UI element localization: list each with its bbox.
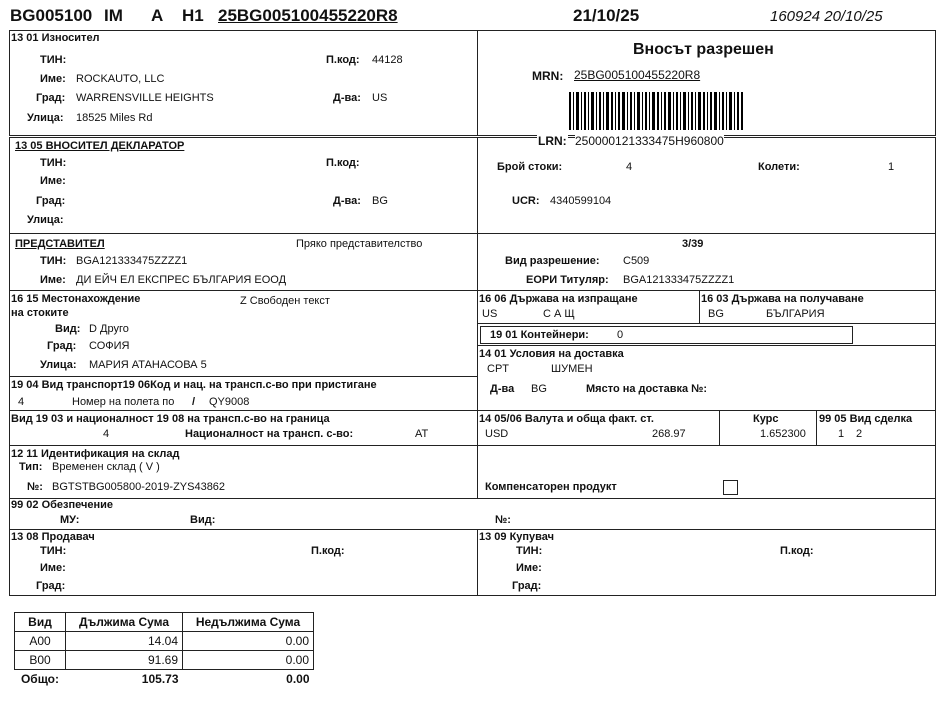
duties-total-not-due: 0.00: [286, 672, 310, 686]
transaction-v2: 2: [856, 428, 863, 440]
duties-not-due: 0.00: [183, 651, 314, 670]
doc-id: BG005100: [10, 6, 93, 25]
declarant-name-label: Име:: [40, 175, 66, 187]
goods-items-label: Брой стоки:: [497, 161, 563, 173]
transport-border-nat-label: Националност на трансп. с-во:: [185, 428, 354, 440]
buyer-name-label: Име:: [516, 562, 542, 574]
authorisation-page: 3/39: [682, 238, 704, 250]
duties-total-due: 105.73: [141, 672, 179, 686]
importer-country: US: [372, 92, 388, 104]
importer-tin-label: ТИН:: [40, 54, 67, 66]
duties-not-due: 0.00: [183, 632, 314, 651]
representative-mode: Пряко представителство: [296, 238, 423, 250]
importer-street-label: Улица:: [27, 112, 64, 124]
seller-title: 13 08 Продавач: [11, 531, 95, 543]
destination-title: 16 03 Държава на получаване: [701, 293, 864, 305]
representative-tin-label: ТИН:: [40, 255, 67, 267]
guarantee-title: 99 02 Обезпечение: [11, 499, 114, 511]
guarantee-mu-label: МУ:: [60, 514, 80, 526]
duties-total-row: [15, 670, 314, 689]
transport-arrival-slash: /: [192, 396, 196, 408]
location-free-text: Z Свободен текст: [240, 295, 330, 307]
duties-kind: B00: [15, 651, 66, 670]
transport-arrival-id-label: Номер на полета по: [72, 396, 175, 408]
doc-type-im: IM: [104, 6, 123, 25]
duties-header-row: [15, 613, 314, 632]
release-lrn: 250000121333475H960800: [575, 134, 724, 148]
importer-city-label: Град:: [36, 92, 66, 104]
representative-title: ПРЕДСТАВИТЕЛ: [15, 238, 105, 250]
location-title-2: на стоките: [11, 307, 69, 319]
doc-type-h1: H1: [182, 6, 204, 25]
guarantee-no-label: №:: [495, 514, 511, 526]
delivery-title: 14 01 Условия на доставка: [479, 348, 624, 360]
destination-code: BG: [708, 308, 724, 320]
currency-code: USD: [485, 428, 509, 440]
location-kind: D Друго: [89, 323, 129, 335]
dispatch-title: 16 06 Държава на изпращане: [479, 293, 638, 305]
buyer-city-label: Град:: [512, 580, 542, 592]
goods-ucr-label: UCR:: [512, 195, 540, 207]
goods-box: [477, 137, 936, 234]
warehouse-no-label: №:: [27, 481, 43, 493]
destination-name: БЪЛГАРИЯ: [766, 308, 825, 320]
header-date: 21/10/25: [573, 6, 640, 25]
importer-zip: 44128: [372, 54, 403, 66]
release-title: Вносът разрешен: [633, 41, 774, 58]
warehouse-title: 12 11 Идентификация на склад: [11, 448, 180, 460]
goods-packages-label: Колети:: [758, 161, 800, 173]
duties-col-due: Дължима Сума: [66, 613, 183, 632]
release-mrn: 25BG005100455220R8: [574, 68, 701, 82]
seller-name-label: Име:: [40, 562, 66, 574]
transport-arrival-title: 19 04 Вид транспорт19 06Код и нац. на трансп.с-во при пристигане: [11, 379, 377, 391]
transport-border-title: Вид 19 03 и националност 19 08 на трансп.с-во на граница: [11, 413, 330, 425]
containers-label: 19 01 Контейнери:: [490, 329, 589, 341]
table-row: [15, 651, 314, 670]
mrn-barcode: [569, 92, 743, 130]
seller-zip-label: П.код:: [311, 545, 345, 557]
seller-tin-label: ТИН:: [40, 545, 67, 557]
dispatch-name: С А Щ: [543, 308, 575, 320]
representative-name-label: Име:: [40, 274, 66, 286]
declarant-country-label: Д-ва:: [333, 195, 361, 207]
header-stamp: 160924 20/10/25: [770, 8, 883, 25]
transport-arrival-id: QY9008: [209, 396, 250, 408]
transaction-title: 99 05 Вид сделка: [819, 413, 913, 425]
declarant-city-label: Град:: [36, 195, 66, 207]
buyer-tin-label: ТИН:: [516, 545, 543, 557]
delivery-country-label: Д-ва: [490, 383, 515, 395]
delivery-place: ШУМЕН: [551, 363, 593, 375]
header-mrn: 25BG005100455220R8: [218, 6, 398, 25]
warehouse-no: BGTSTBG005800-2019-ZYS43862: [52, 481, 226, 493]
declarant-tin-label: ТИН:: [40, 157, 67, 169]
seller-city-label: Град:: [36, 580, 66, 592]
guarantee-box: [9, 498, 936, 530]
representative-name: ДИ ЕЙЧ ЕЛ ЕКСПРЕС БЪЛГАРИЯ ЕООД: [76, 274, 287, 286]
location-city: СОФИЯ: [89, 340, 130, 352]
transaction-v1: 1: [838, 428, 845, 440]
representative-tin: BGA121333475ZZZZ1: [76, 255, 188, 267]
dispatch-code: US: [482, 308, 498, 320]
importer-name: ROCKAUTO, LLC: [76, 73, 165, 85]
delivery-incoterm: CPT: [487, 363, 509, 375]
authorisation-type: C509: [623, 255, 650, 267]
declarant-street-label: Улица:: [27, 214, 64, 226]
buyer-zip-label: П.код:: [780, 545, 814, 557]
warehouse-type: Временен склад ( V ): [52, 461, 160, 473]
delivery-country: BG: [531, 383, 547, 395]
delivery-place-label: Място на доставка №:: [586, 383, 708, 395]
currency-amount: 268.97: [652, 428, 686, 440]
duties-col-kind: Вид: [15, 613, 66, 632]
transport-arrival-mode: 4: [18, 396, 25, 408]
duties-due: 91.69: [66, 651, 183, 670]
compensating-label: Компенсаторен продукт: [485, 481, 617, 493]
warehouse-type-label: Тип:: [19, 461, 43, 473]
duties-table: [14, 612, 314, 688]
transport-border-mode: 4: [103, 428, 110, 440]
authorisation-eori: BGA121333475ZZZZ1: [623, 274, 735, 286]
location-title-1: 16 15 Местонахождение: [11, 293, 141, 305]
importer-street: 18525 Miles Rd: [76, 112, 153, 124]
release-mrn-label: MRN:: [532, 69, 564, 83]
guarantee-kind-label: Вид:: [190, 514, 216, 526]
authorisation-eori-label: ЕОРИ Титуляр:: [526, 274, 609, 286]
duties-kind: A00: [15, 632, 66, 651]
declarant-zip-label: П.код:: [326, 157, 360, 169]
doc-type-a: A: [151, 6, 164, 25]
buyer-title: 13 09 Купувач: [479, 531, 555, 543]
compensating-checkbox[interactable]: [723, 480, 738, 495]
importer-city: WARRENSVILLE HEIGHTS: [76, 92, 214, 104]
authorisation-type-label: Вид разрешение:: [505, 255, 600, 267]
duties-total-label: Общо:: [20, 672, 60, 686]
goods-packages: 1: [888, 161, 895, 173]
location-city-label: Град:: [47, 340, 77, 352]
duties-col-not-due: Недължима Сума: [183, 613, 314, 632]
release-lrn-label: LRN:: [538, 134, 567, 148]
declarant-title: 13 05 ВНОСИТЕЛ ДЕКЛАРАТОР: [15, 140, 185, 152]
duties-due: 14.04: [66, 632, 183, 651]
location-street: МАРИЯ АТАНАСОВА 5: [89, 359, 207, 371]
currency-title: 14 05/06 Валута и обща факт. ст.: [479, 413, 654, 425]
location-street-label: Улица:: [40, 359, 77, 371]
importer-country-label: Д-ва:: [333, 92, 361, 104]
rate-value: 1.652300: [760, 428, 806, 440]
importer-zip-label: П.код:: [326, 54, 360, 66]
location-kind-label: Вид:: [55, 323, 81, 335]
importer-name-label: Име:: [40, 73, 66, 85]
importer-title: 13 01 Износител: [11, 32, 100, 44]
goods-items: 4: [626, 161, 633, 173]
declarant-country: BG: [372, 195, 388, 207]
rate-title: Курс: [753, 413, 779, 425]
transport-border-nat: AT: [415, 428, 429, 440]
goods-ucr: 4340599104: [550, 195, 612, 207]
containers-value: 0: [617, 329, 624, 341]
table-row: [15, 632, 314, 651]
